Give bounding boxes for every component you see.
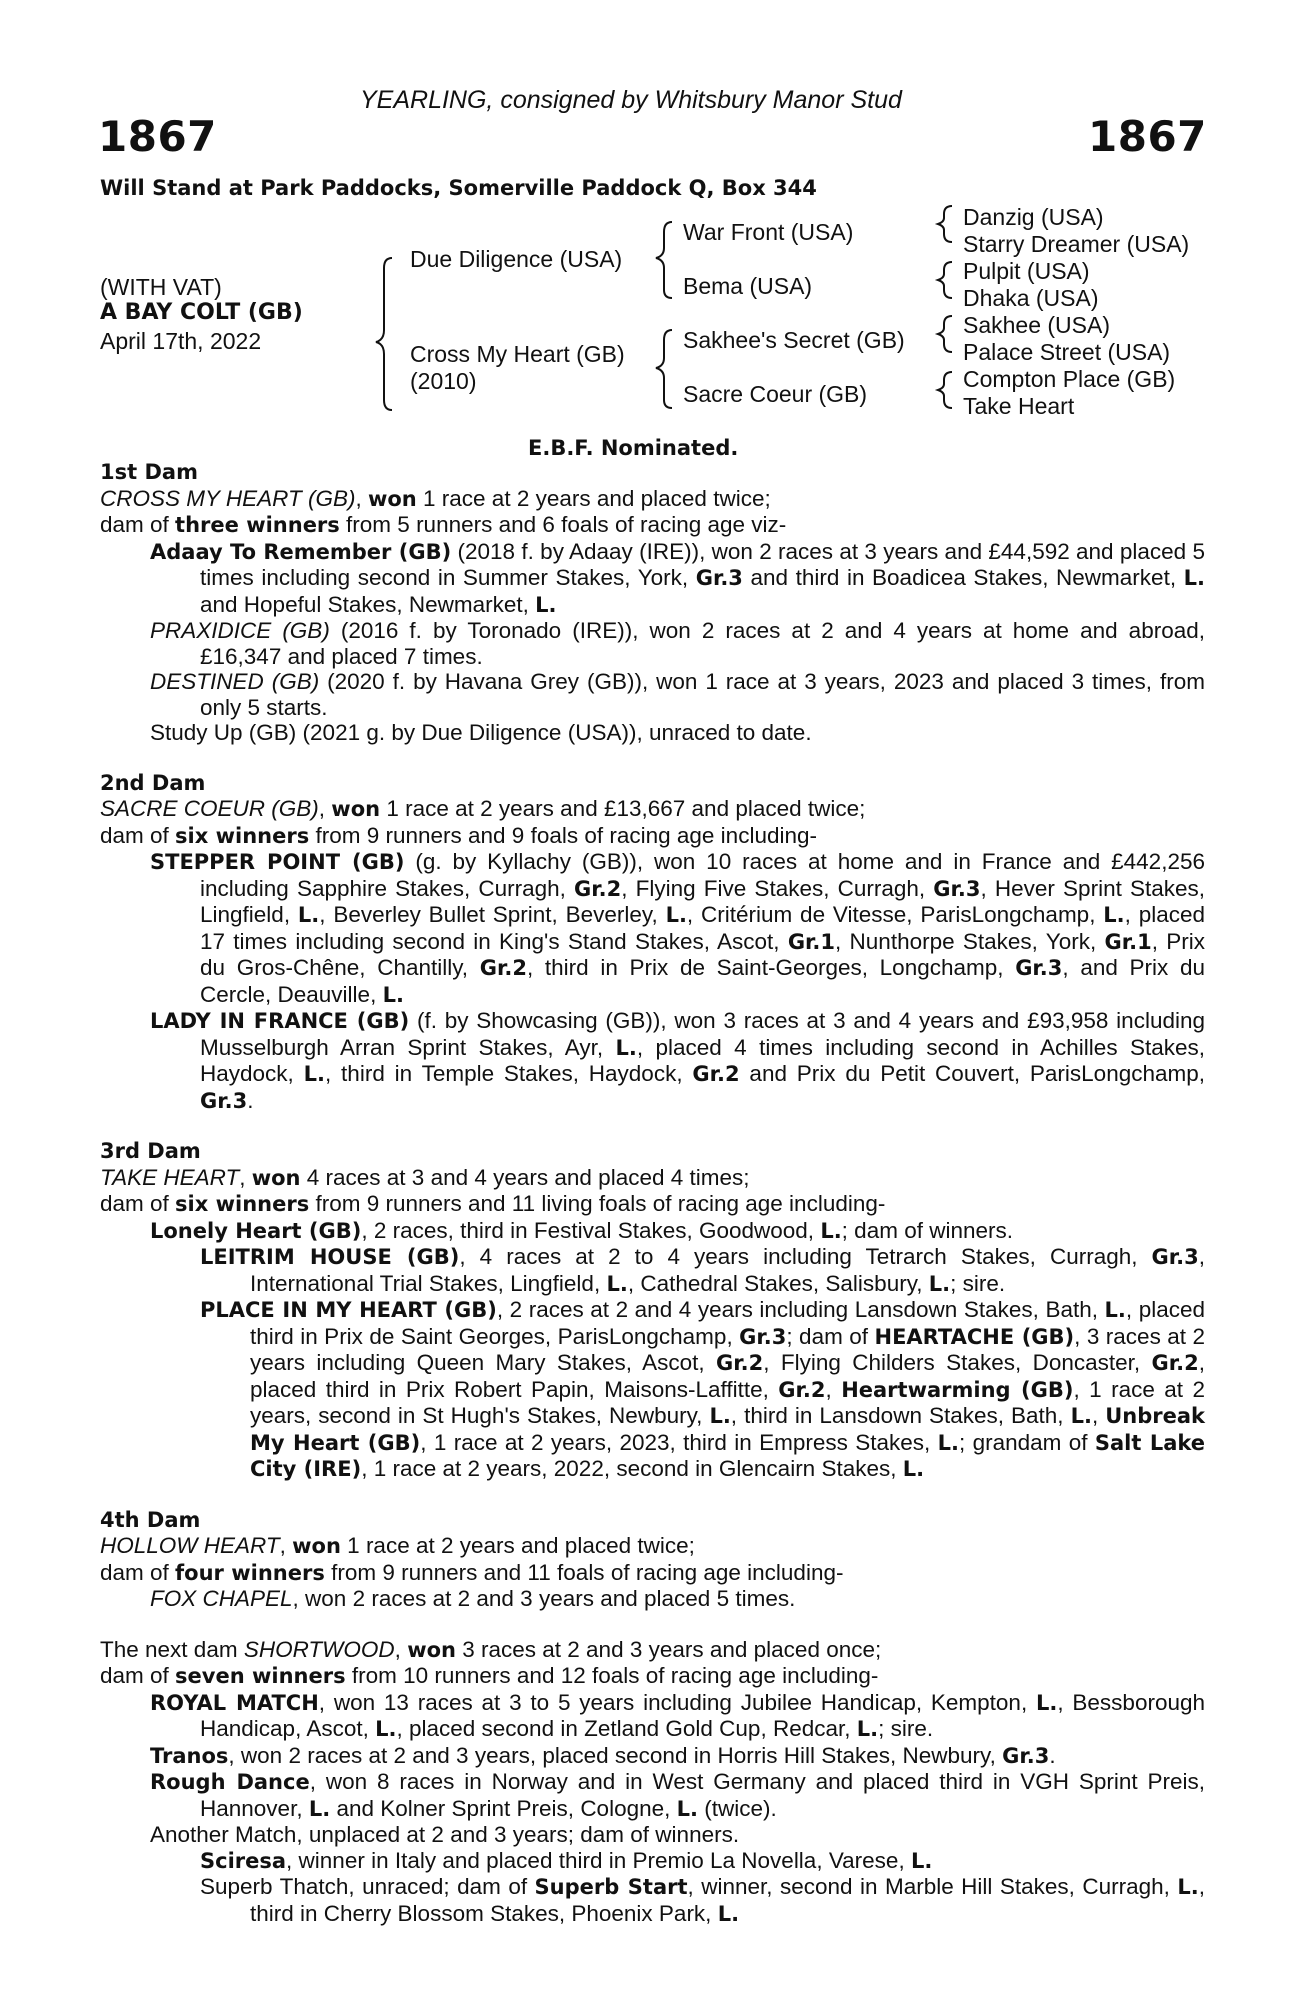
pedigree-dsd: Palace Street (USA)	[963, 339, 1171, 365]
ebf-nominated: E.B.F. Nominated.	[528, 436, 739, 460]
lot-number-right: 1867	[1088, 112, 1207, 161]
pedigree-sds: Pulpit (USA)	[963, 258, 1090, 284]
produce-entry: Rough Dance, won 8 races in Norway and in West Germany and placed third in VGH Sprint Preis, Hannover, L. and Kolner Sprint Preis, Cologne, L. (twice).	[150, 1769, 1205, 1821]
fourth-dam-produce: dam of four winners from 9 runners and 11 foals of racing age including-	[100, 1559, 844, 1585]
second-dam-heading: 2nd Dam	[100, 770, 206, 795]
third-dam-produce: dam of six winners from 9 runners and 11 living foals of racing age including-	[100, 1191, 886, 1216]
vat-note: (WITH VAT)	[100, 274, 222, 300]
produce-entry: Another Match, unplaced at 2 and 3 years; dam of winners.	[150, 1822, 740, 1847]
first-dam-produce: dam of three winners from 5 runners and 6 foals of racing age viz-	[100, 512, 787, 537]
first-dam-heading: 1st Dam	[100, 460, 198, 484]
produce-entry: Superb Thatch, unraced; dam of Superb Start, winner, second in Marble Hill Stakes, Curragh, L., third in Cherry Blossom Stakes, Phoenix Park, L.	[200, 1874, 1205, 1926]
next-dam-produce: dam of seven winners from 10 runners and 12 foals of racing age including-	[100, 1663, 879, 1688]
second-dam-produce: dam of six winners from 9 runners and 9 foals of racing age including-	[100, 822, 817, 848]
pedigree-sire-sire: War Front (USA)	[683, 219, 854, 245]
produce-entry: LEITRIM HOUSE (GB), 4 races at 2 to 4 years including Tetrarch Stakes, Curragh, Gr.3, International Trial Stakes, Lingfield, L., Cathedral Stakes, Salisbury, L.; sire.	[200, 1244, 1205, 1296]
produce-entry: DESTINED (GB) (2020 f. by Havana Grey (GB)), won 1 race at 3 years, 2023 and placed 3 times, from only 5 starts.	[150, 669, 1205, 720]
fourth-dam-summary: HOLLOW HEART, won 1 race at 2 years and placed twice;	[100, 1533, 695, 1558]
next-dam-summary: The next dam SHORTWOOD, won 3 races at 2 and 3 years and placed once;	[100, 1636, 882, 1662]
pedigree-ddd: Take Heart	[963, 393, 1075, 419]
pedigree-sire-dam: Bema (USA)	[683, 273, 813, 299]
pedigree-dam: Cross My Heart (GB)	[410, 341, 625, 367]
produce-entry: ROYAL MATCH, won 13 races at 3 to 5 years including Jubilee Handicap, Kempton, L., Bessborough Handicap, Ascot, L., placed second in Zetland Gold Cup, Redcar, L.; sire.	[150, 1689, 1205, 1741]
produce-entry: Sciresa, winner in Italy and placed third in Premio La Novella, Varese, L.	[200, 1847, 933, 1873]
horse-name: A BAY COLT (GB)	[100, 300, 303, 325]
lot-number-left: 1867	[98, 112, 217, 161]
produce-entry: Study Up (GB) (2021 g. by Due Diligence (USA)), unraced to date.	[150, 720, 812, 745]
produce-entry: STEPPER POINT (GB) (g. by Kyllachy (GB)), won 10 races at home and in France and £442,256 including Sapphire Stakes, Curragh, Gr.2, Flying Five Stakes, Curragh, Gr.3, Hever Sprint Stakes, Lingfield, L., Beverley Bullet Sprint, Beverley, L., Critérium de Vitesse, ParisLongchamp, L., placed 17 times including second in King's Stand Stakes, Ascot, Gr.1, Nunthorpe Stakes, York, Gr.1, Prix du Gros-Chêne, Chantilly, Gr.2, third in Prix de Saint-Georges, Longchamp, Gr.3, and Prix du Cercle, Deauville, L.	[150, 849, 1206, 1007]
produce-entry: Adaay To Remember (GB) (2018 f. by Adaay (IRE)), won 2 races at 3 years and £44,592 and placed 5 times including second in Summer Stakes, York, Gr.3 and third in Boadicea Stakes, Newmarket, L. and Hopeful Stakes, Newmarket, L.	[150, 538, 1205, 617]
pedigree-dam-dam: Sacre Coeur (GB)	[683, 381, 868, 407]
produce-entry: LADY IN FRANCE (GB) (f. by Showcasing (GB)), won 3 races at 3 and 4 years and £93,958 including Musselburgh Arran Sprint Stakes, Ayr, L., placed 4 times including second in Achilles Stakes, Haydock, L., third in Temple Stakes, Haydock, Gr.2 and Prix du Petit Couvert, ParisLongchamp, Gr.3.	[150, 1008, 1206, 1113]
produce-entry: Lonely Heart (GB), 2 races, third in Festival Stakes, Goodwood, L.; dam of winners.	[150, 1217, 1013, 1243]
produce-entry: Tranos, won 2 races at 2 and 3 years, placed second in Horris Hill Stakes, Newbury, Gr.3.	[150, 1742, 1056, 1768]
pedigree-ssd: Starry Dreamer (USA)	[963, 231, 1190, 257]
horse-dob: April 17th, 2022	[100, 328, 262, 354]
pedigree-dam-year: (2010)	[410, 368, 477, 394]
fourth-dam-heading: 4th Dam	[100, 1507, 201, 1532]
produce-entry: PRAXIDICE (GB) (2016 f. by Toronado (IRE)), won 2 races at 2 and 4 years at home and abroad, £16,347 and placed 7 times.	[150, 618, 1205, 669]
produce-entry: PLACE IN MY HEART (GB), 2 races at 2 and 4 years including Lansdown Stakes, Bath, L., placed third in Prix de Saint Georges, ParisLongchamp, Gr.3; dam of HEARTACHE (GB), 3 races at 2 years including Queen Mary Stakes, Ascot, Gr.2, Flying Childers Stakes, Doncaster, Gr.2, placed third in Prix Robert Papin, Maisons-Laffitte, Gr.2, Heartwarming (GB), 1 race at 2 years, second in St Hugh's Stakes, Newbury, L., third in Lansdown Stakes, Bath, L., Unbreak My Heart (GB), 1 race at 2 years, 2023, third in Empress Stakes, L.; grandam of Salt Lake City (IRE), 1 race at 2 years, 2022, second in Glencairn Stakes, L.	[200, 1297, 1206, 1481]
pedigree-sdd: Dhaka (USA)	[963, 285, 1099, 311]
third-dam-summary: TAKE HEART, won 4 races at 3 and 4 years and placed 4 times;	[100, 1164, 750, 1190]
pedigree-sire: Due Diligence (USA)	[410, 246, 623, 272]
third-dam-heading: 3rd Dam	[100, 1139, 201, 1163]
pedigree-dds: Compton Place (GB)	[963, 366, 1176, 392]
pedigree-dss: Sakhee (USA)	[963, 312, 1111, 338]
second-dam-summary: SACRE COEUR (GB), won 1 race at 2 years and £13,667 and placed twice;	[100, 796, 866, 821]
produce-entry: FOX CHAPEL, won 2 races at 2 and 3 years and placed 5 times.	[150, 1586, 796, 1611]
pedigree-dam-sire: Sakhee's Secret (GB)	[683, 327, 905, 353]
first-dam-summary: CROSS MY HEART (GB), won 1 race at 2 years and placed twice;	[100, 485, 771, 511]
catalogue-body	[100, 460, 1205, 1927]
consignor-line: YEARLING, consigned by Whitsbury Manor Stud	[360, 86, 902, 114]
stand-location: Will Stand at Park Paddocks, Somerville Paddock Q, Box 344	[100, 176, 817, 200]
pedigree-sss: Danzig (USA)	[963, 204, 1104, 230]
